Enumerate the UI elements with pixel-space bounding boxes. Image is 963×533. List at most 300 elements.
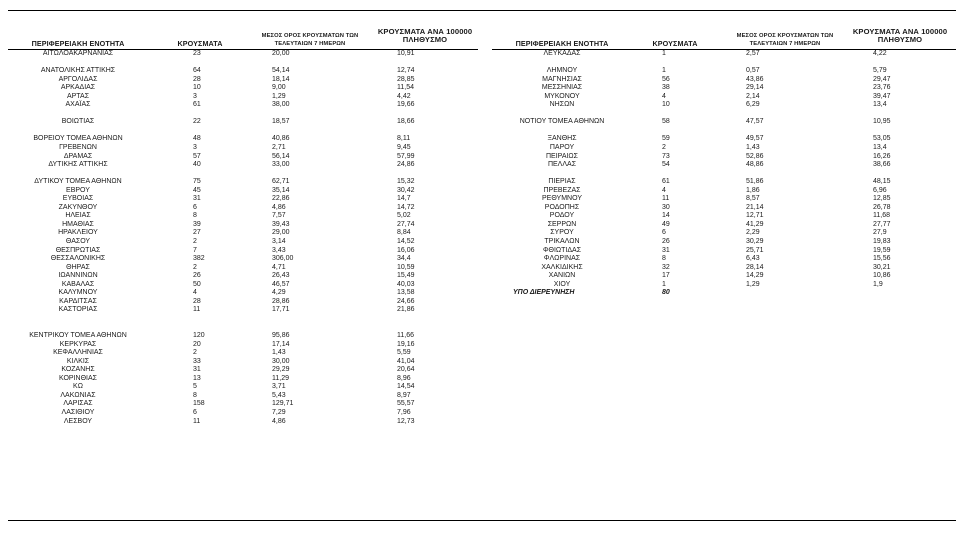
cases-cell: 22 <box>193 118 201 126</box>
avg7-cell: 1,43 <box>746 144 760 152</box>
avg7-cell: 25,71 <box>746 246 764 254</box>
avg7-cell: 7,57 <box>272 212 286 220</box>
avg7-cell: 1,43 <box>272 349 286 357</box>
cases-cell: 20 <box>193 340 201 348</box>
cases-cell: 5 <box>193 383 197 391</box>
table-row <box>480 264 963 273</box>
per100k-cell: 11,54 <box>397 84 414 92</box>
region-name-cell: ΔΡΑΜΑΣ <box>63 152 93 160</box>
avg7-cell: 3,14 <box>272 238 286 246</box>
avg7-cell: 18,57 <box>272 118 290 126</box>
cases-cell: 39 <box>193 220 201 228</box>
cases-cell: 28 <box>193 297 201 305</box>
avg7-cell: 29,29 <box>272 366 290 374</box>
avg7-cell: 1,86 <box>746 186 760 194</box>
avg7-cell: 11,29 <box>272 374 289 382</box>
top-rule <box>8 10 956 11</box>
avg7-cell: 6,43 <box>746 255 760 263</box>
cases-cell: 8 <box>662 255 666 263</box>
table-row <box>480 204 963 213</box>
cases-cell: 11 <box>193 306 201 314</box>
per100k-cell: 15,56 <box>873 255 891 263</box>
region-name-cell: ΣΥΡΟΥ <box>550 229 574 237</box>
cases-cell: 54 <box>662 161 670 169</box>
table-row <box>0 178 480 187</box>
region-name-cell: ΑΡΚΑΔΙΑΣ <box>60 84 96 92</box>
cases-cell: 31 <box>193 366 201 374</box>
per100k-cell: 12,85 <box>873 195 891 203</box>
cases-cell: 28 <box>193 75 201 83</box>
region-name-cell: ΚΑΛΥΜΝΟΥ <box>58 289 98 297</box>
region-name-cell: ΜΥΚΟΝΟΥ <box>544 92 580 100</box>
cases-cell: 10 <box>662 101 670 109</box>
per100k-cell: 19,66 <box>397 101 415 109</box>
table-row <box>480 93 963 102</box>
cases-cell: 10 <box>193 84 201 92</box>
per100k-cell: 14,52 <box>397 238 415 246</box>
cases-cell: 26 <box>662 238 670 246</box>
per100k-cell: 8,84 <box>397 229 411 237</box>
avg7-cell: 46,57 <box>272 280 290 288</box>
table-row <box>0 264 480 273</box>
region-name-cell: ΔΥΤΙΚΗΣ ΑΤΤΙΚΗΣ <box>48 161 108 169</box>
table-row <box>480 281 963 290</box>
region-name-cell: ΔΥΤΙΚΟΥ ΤΟΜΕΑ ΑΘΗΝΩΝ <box>34 178 122 186</box>
avg7-cell: 1,29 <box>272 92 286 100</box>
per100k-cell: 4,22 <box>873 50 887 57</box>
region-name-cell: ΜΑΓΝΗΣΙΑΣ <box>542 75 582 83</box>
region-name-cell: ΥΠΟ ΔΙΕΡΕΥΝΗΣΗ <box>513 289 575 297</box>
region-name-cell: ΤΡΙΚΑΛΩΝ <box>544 238 580 246</box>
cases-cell: 27 <box>193 229 201 237</box>
table-row <box>0 349 480 358</box>
per100k-cell: 28,85 <box>397 75 415 83</box>
avg7-cell: 49,57 <box>746 135 764 143</box>
avg7-cell: 48,86 <box>746 161 764 169</box>
avg7-cell: 41,29 <box>746 220 764 228</box>
region-name-cell: ΝΟΤΙΟΥ ΤΟΜΕΑ ΑΘΗΝΩΝ <box>519 118 605 126</box>
table-row <box>0 221 480 230</box>
region-name-cell: ΚΕΦΑΛΛΗΝΙΑΣ <box>53 349 103 357</box>
table-row <box>0 341 480 350</box>
region-name-cell: ΒΟΙΩΤΙΑΣ <box>61 118 95 126</box>
per100k-cell: 16,06 <box>397 246 415 254</box>
per100k-cell: 24,66 <box>397 297 415 305</box>
region-name-cell: ΝΗΣΩΝ <box>549 101 575 109</box>
header-region: ΠΕΡΙΦΕΡΕΙΑΚΗ ΕΝΟΤΗΤΑ <box>31 39 125 48</box>
table-row <box>0 289 480 298</box>
avg7-cell: 2,29 <box>746 229 760 237</box>
cases-cell: 4 <box>662 92 666 100</box>
table-row <box>0 229 480 238</box>
region-name-cell: ΚΑΡΔΙΤΣΑΣ <box>59 297 97 305</box>
cases-cell: 13 <box>193 374 201 382</box>
region-name-cell: ΘΗΡΑΣ <box>66 263 90 271</box>
per100k-cell: 14,7 <box>397 195 411 203</box>
region-name-cell: ΡΟΔΟΥ <box>549 212 575 220</box>
per100k-cell: 19,83 <box>873 238 891 246</box>
table-row <box>0 84 480 93</box>
region-name-cell: ΑΙΤΩΛΟΑΚΑΡΝΑΝΙΑΣ <box>42 50 114 57</box>
table-row <box>0 238 480 247</box>
table-row <box>0 101 480 110</box>
region-name-cell: ΘΕΣΣΑΛΟΝΙΚΗΣ <box>50 255 106 263</box>
region-name-cell: ΠΑΡΟΥ <box>549 144 575 152</box>
table-row <box>0 76 480 85</box>
per100k-cell: 6,96 <box>873 186 887 194</box>
region-name-cell: ΕΥΒΟΙΑΣ <box>62 195 94 203</box>
bottom-rule <box>8 520 956 521</box>
avg7-cell: 38,00 <box>272 101 290 109</box>
region-name-cell: ΜΕΣΣΗΝΙΑΣ <box>541 84 583 92</box>
region-name-cell: ΚΕΝΤΡΙΚΟΥ ΤΟΜΕΑ ΑΘΗΝΩΝ <box>29 332 127 340</box>
cases-cell: 50 <box>193 280 201 288</box>
avg7-cell: 33,00 <box>272 161 290 169</box>
cases-cell: 49 <box>662 220 670 228</box>
table-row <box>480 187 963 196</box>
region-name-cell: ΧΑΛΚΙΔΙΚΗΣ <box>541 263 583 271</box>
per100k-cell: 15,49 <box>397 272 415 280</box>
table-row <box>480 289 963 298</box>
per100k-cell: 15,32 <box>397 178 415 186</box>
table-row <box>0 195 480 204</box>
avg7-cell: 17,14 <box>272 340 290 348</box>
left-rows <box>0 50 480 426</box>
table-row <box>0 118 480 127</box>
per100k-cell: 27,77 <box>873 220 891 228</box>
avg7-cell: 14,29 <box>746 272 764 280</box>
avg7-cell: 39,43 <box>272 220 290 228</box>
avg7-cell: 30,00 <box>272 357 290 365</box>
table-row <box>0 212 480 221</box>
per100k-cell: 5,59 <box>397 349 411 357</box>
header-avg7: ΜΕΣΟΣ ΟΡΟΣ ΚΡΟΥΣΜΑΤΩΝ ΤΩΝ ΤΕΛΕΥΤΑΙΩΝ 7 ΗΜΕΡΩΝ <box>736 33 834 47</box>
region-name-cell: ΛΑΡΙΣΑΣ <box>63 400 93 408</box>
cases-cell: 4 <box>193 289 197 297</box>
per100k-cell: 20,64 <box>397 366 415 374</box>
per100k-cell: 5,79 <box>873 67 887 75</box>
cases-cell: 64 <box>193 67 201 75</box>
per100k-cell: 8,96 <box>397 374 411 382</box>
table-row <box>480 255 963 264</box>
avg7-cell: 1,29 <box>746 280 760 288</box>
avg7-cell: 29,00 <box>272 229 290 237</box>
avg7-cell: 54,14 <box>272 67 290 75</box>
per100k-cell: 29,47 <box>873 75 891 83</box>
region-name-cell: ΞΑΝΘΗΣ <box>547 135 577 143</box>
avg7-cell: 2,14 <box>746 92 760 100</box>
table-row <box>0 409 480 418</box>
avg7-cell: 22,86 <box>272 195 290 203</box>
per100k-cell: 9,45 <box>397 144 411 152</box>
cases-cell: 4 <box>662 186 666 194</box>
table-row <box>480 144 963 153</box>
avg7-cell: 4,86 <box>272 417 286 425</box>
table-row <box>0 59 480 68</box>
cases-cell: 17 <box>662 272 670 280</box>
table-row <box>0 255 480 264</box>
cases-cell: 57 <box>193 152 201 160</box>
per100k-cell: 21,86 <box>397 306 415 314</box>
table-row <box>480 212 963 221</box>
cases-cell: 14 <box>662 212 670 220</box>
region-name-cell: ΡΟΔΟΠΗΣ <box>544 203 580 211</box>
avg7-cell: 9,00 <box>272 84 286 92</box>
cases-cell: 56 <box>662 75 670 83</box>
cases-cell: 2 <box>193 263 197 271</box>
cases-cell: 58 <box>662 118 670 126</box>
per100k-cell: 5,02 <box>397 212 411 220</box>
header-per100k: ΚΡΟΥΣΜΑΤΑ ΑΝΑ 100000 ΠΛΗΘΥΣΜΟ <box>377 27 473 44</box>
avg7-cell: 0,57 <box>746 67 760 75</box>
table-row <box>480 229 963 238</box>
avg7-cell: 12,71 <box>746 212 764 220</box>
table-row <box>0 161 480 170</box>
cases-cell: 120 <box>193 332 205 340</box>
avg7-cell: 5,43 <box>272 391 286 399</box>
per100k-cell: 53,05 <box>873 135 891 143</box>
per100k-cell: 1,9 <box>873 280 883 288</box>
cases-cell: 33 <box>193 357 201 365</box>
per100k-cell: 55,57 <box>397 400 415 408</box>
per100k-cell: 13,58 <box>397 289 415 297</box>
table-row <box>480 247 963 256</box>
per100k-cell: 57,99 <box>397 152 415 160</box>
table-row <box>0 383 480 392</box>
table-row <box>0 135 480 144</box>
region-name-cell: ΘΑΣΟΥ <box>65 238 91 246</box>
cases-cell: 8 <box>193 391 197 399</box>
per100k-cell: 48,15 <box>873 178 891 186</box>
header-cases: ΚΡΟΥΣΜΑΤΑ <box>652 39 698 48</box>
region-name-cell: ΗΡΑΚΛΕΙΟΥ <box>58 229 98 237</box>
region-name-cell: ΠΙΕΡΙΑΣ <box>548 178 576 186</box>
header-region: ΠΕΡΙΦΕΡΕΙΑΚΗ ΕΝΟΤΗΤΑ <box>515 39 609 48</box>
per100k-cell: 30,21 <box>873 263 891 271</box>
cases-cell: 30 <box>662 203 670 211</box>
per100k-cell: 10,59 <box>397 263 415 271</box>
per100k-cell: 24,86 <box>397 161 415 169</box>
cases-cell: 11 <box>193 417 201 425</box>
table-row <box>0 366 480 375</box>
table-row <box>0 332 480 341</box>
per100k-cell: 10,91 <box>397 50 415 57</box>
table-row <box>0 110 480 119</box>
region-name-cell: ΑΧΑΪΑΣ <box>65 101 91 109</box>
avg7-cell: 43,86 <box>746 75 764 83</box>
avg7-cell: 51,86 <box>746 178 764 186</box>
table-row <box>0 324 480 333</box>
table-row <box>480 221 963 230</box>
region-name-cell: ΖΑΚΥΝΘΟΥ <box>58 203 98 211</box>
region-name-cell: ΠΕΙΡΑΙΩΣ <box>546 152 578 160</box>
cases-cell: 6 <box>662 229 666 237</box>
region-name-cell: ΗΜΑΘΙΑΣ <box>62 220 94 228</box>
table-row <box>0 358 480 367</box>
region-name-cell: ΑΡΤΑΣ <box>66 92 90 100</box>
region-name-cell: ΚΩ <box>73 383 83 391</box>
avg7-cell: 26,43 <box>272 272 290 280</box>
header-per100k: ΚΡΟΥΣΜΑΤΑ ΑΝΑ 100000 ΠΛΗΘΥΣΜΟ <box>852 27 948 44</box>
region-name-cell: ΧΙΟΥ <box>553 280 571 288</box>
avg7-cell: 20,00 <box>272 50 290 57</box>
avg7-cell: 4,29 <box>272 289 286 297</box>
table-row <box>0 144 480 153</box>
table-row <box>480 195 963 204</box>
region-name-cell: ΠΡΕΒΕΖΑΣ <box>543 186 581 194</box>
cases-cell: 31 <box>662 246 670 254</box>
table-row <box>480 50 963 59</box>
per100k-cell: 27,74 <box>397 220 415 228</box>
table-row <box>0 247 480 256</box>
per100k-cell: 10,95 <box>873 118 891 126</box>
table-row <box>0 272 480 281</box>
table-row <box>480 153 963 162</box>
cases-cell: 75 <box>193 178 201 186</box>
table-row <box>0 281 480 290</box>
per100k-cell: 13,4 <box>873 101 887 109</box>
table-row <box>0 50 480 59</box>
table-row <box>0 392 480 401</box>
table-row <box>0 170 480 179</box>
cases-cell: 59 <box>662 135 670 143</box>
avg7-cell: 7,29 <box>272 408 286 416</box>
table-row <box>480 59 963 68</box>
region-name-cell: ΣΕΡΡΩΝ <box>547 220 577 228</box>
cases-cell: 45 <box>193 186 201 194</box>
region-name-cell: ΚΑΣΤΟΡΙΑΣ <box>58 306 98 314</box>
region-name-cell: ΛΑΣΙΘΙΟΥ <box>61 408 95 416</box>
cases-cell: 2 <box>193 238 197 246</box>
table-row <box>480 118 963 127</box>
cases-cell: 11 <box>662 195 670 203</box>
cases-cell: 61 <box>662 178 670 186</box>
cases-cell: 6 <box>193 408 197 416</box>
cases-cell: 6 <box>193 203 197 211</box>
table-row <box>0 204 480 213</box>
table-row <box>480 272 963 281</box>
per100k-cell: 39,47 <box>873 92 891 100</box>
per100k-cell: 27,9 <box>873 229 887 237</box>
avg7-cell: 4,86 <box>272 203 286 211</box>
per100k-cell: 34,4 <box>397 255 411 263</box>
region-name-cell: ΠΕΛΛΑΣ <box>547 161 577 169</box>
per100k-cell: 8,11 <box>397 135 411 143</box>
region-name-cell: ΛΕΥΚΑΔΑΣ <box>543 50 581 57</box>
cases-cell: 1 <box>662 67 666 75</box>
avg7-cell: 40,86 <box>272 135 290 143</box>
table-row <box>480 170 963 179</box>
cases-cell: 26 <box>193 272 201 280</box>
per100k-cell: 14,72 <box>397 203 415 211</box>
region-name-cell: ΚΙΛΚΙΣ <box>66 357 90 365</box>
right-rows <box>480 50 963 298</box>
region-name-cell: ΦΘΙΩΤΙΔΑΣ <box>542 246 582 254</box>
region-name-cell: ΒΟΡΕΙΟΥ ΤΟΜΕΑ ΑΘΗΝΩΝ <box>33 135 123 143</box>
avg7-cell: 62,71 <box>272 178 290 186</box>
cases-cell: 7 <box>193 246 197 254</box>
avg7-cell: 2,57 <box>746 50 760 57</box>
region-name-cell: ΚΟΡΙΝΘΙΑΣ <box>59 374 97 382</box>
table-row <box>0 375 480 384</box>
region-name-cell: ΛΑΚΩΝΙΑΣ <box>60 391 96 399</box>
cases-cell: 8 <box>193 212 197 220</box>
cases-cell: 40 <box>193 161 201 169</box>
avg7-cell: 21,14 <box>746 203 764 211</box>
per100k-cell: 19,59 <box>873 246 891 254</box>
region-name-cell: ΛΗΜΝΟΥ <box>546 67 578 75</box>
avg7-cell: 3,71 <box>272 383 286 391</box>
avg7-cell: 3,43 <box>272 246 286 254</box>
per100k-cell: 10,86 <box>873 272 891 280</box>
cases-cell: 158 <box>193 400 205 408</box>
cases-cell: 1 <box>662 50 666 57</box>
cases-cell: 382 <box>193 255 205 263</box>
cases-cell: 32 <box>662 263 670 271</box>
region-name-cell: ΑΝΑΤΟΛΙΚΗΣ ΑΤΤΙΚΗΣ <box>40 67 116 75</box>
avg7-cell: 47,57 <box>746 118 764 126</box>
region-name-cell: ΡΕΘΥΜΝΟΥ <box>541 195 582 203</box>
avg7-cell: 95,86 <box>272 332 290 340</box>
region-name-cell: ΛΕΣΒΟΥ <box>63 417 93 425</box>
per100k-cell: 19,16 <box>397 340 415 348</box>
table-row <box>0 187 480 196</box>
avg7-cell: 17,71 <box>272 306 290 314</box>
per100k-cell: 41,04 <box>397 357 415 365</box>
cases-cell: 3 <box>193 144 197 152</box>
region-name-cell: ΗΛΕΙΑΣ <box>65 212 91 220</box>
per100k-cell: 16,26 <box>873 152 891 160</box>
table-row <box>0 315 480 324</box>
cases-cell: 23 <box>193 50 201 57</box>
avg7-cell: 2,71 <box>272 144 286 152</box>
per100k-cell: 26,78 <box>873 203 891 211</box>
header-avg7: ΜΕΣΟΣ ΟΡΟΣ ΚΡΟΥΣΜΑΤΩΝ ΤΩΝ ΤΕΛΕΥΤΑΙΩΝ 7 ΗΜΕΡΩΝ <box>261 33 359 47</box>
avg7-cell: 6,29 <box>746 101 760 109</box>
region-name-cell: ΓΡΕΒΕΝΩΝ <box>59 144 97 152</box>
cases-cell: 3 <box>193 92 197 100</box>
table-row <box>0 418 480 427</box>
per100k-cell: 12,74 <box>397 67 415 75</box>
region-name-cell: ΕΒΡΟΥ <box>66 186 90 194</box>
per100k-cell: 12,73 <box>397 417 415 425</box>
table-row <box>480 127 963 136</box>
avg7-cell: 29,14 <box>746 84 764 92</box>
avg7-cell: 35,14 <box>272 186 290 194</box>
table-row <box>0 93 480 102</box>
per100k-cell: 13,4 <box>873 144 887 152</box>
table-row <box>0 400 480 409</box>
table-row <box>480 110 963 119</box>
region-name-cell: ΘΕΣΠΡΩΤΙΑΣ <box>55 246 101 254</box>
table-row <box>480 238 963 247</box>
avg7-cell: 4,71 <box>272 263 286 271</box>
per100k-cell: 14,54 <box>397 383 415 391</box>
avg7-cell: 56,14 <box>272 152 290 160</box>
cases-cell: 2 <box>662 144 666 152</box>
region-name-cell: ΧΑΝΙΩΝ <box>548 272 576 280</box>
avg7-cell: 52,86 <box>746 152 764 160</box>
table-row <box>0 298 480 307</box>
cases-cell: 48 <box>193 135 201 143</box>
per100k-cell: 7,96 <box>397 408 411 416</box>
cases-cell: 73 <box>662 152 670 160</box>
per100k-cell: 18,66 <box>397 118 415 126</box>
per100k-cell: 11,66 <box>397 332 414 340</box>
per100k-cell: 38,66 <box>873 161 891 169</box>
avg7-cell: 8,57 <box>746 195 760 203</box>
region-name-cell: ΚΕΡΚΥΡΑΣ <box>59 340 97 348</box>
